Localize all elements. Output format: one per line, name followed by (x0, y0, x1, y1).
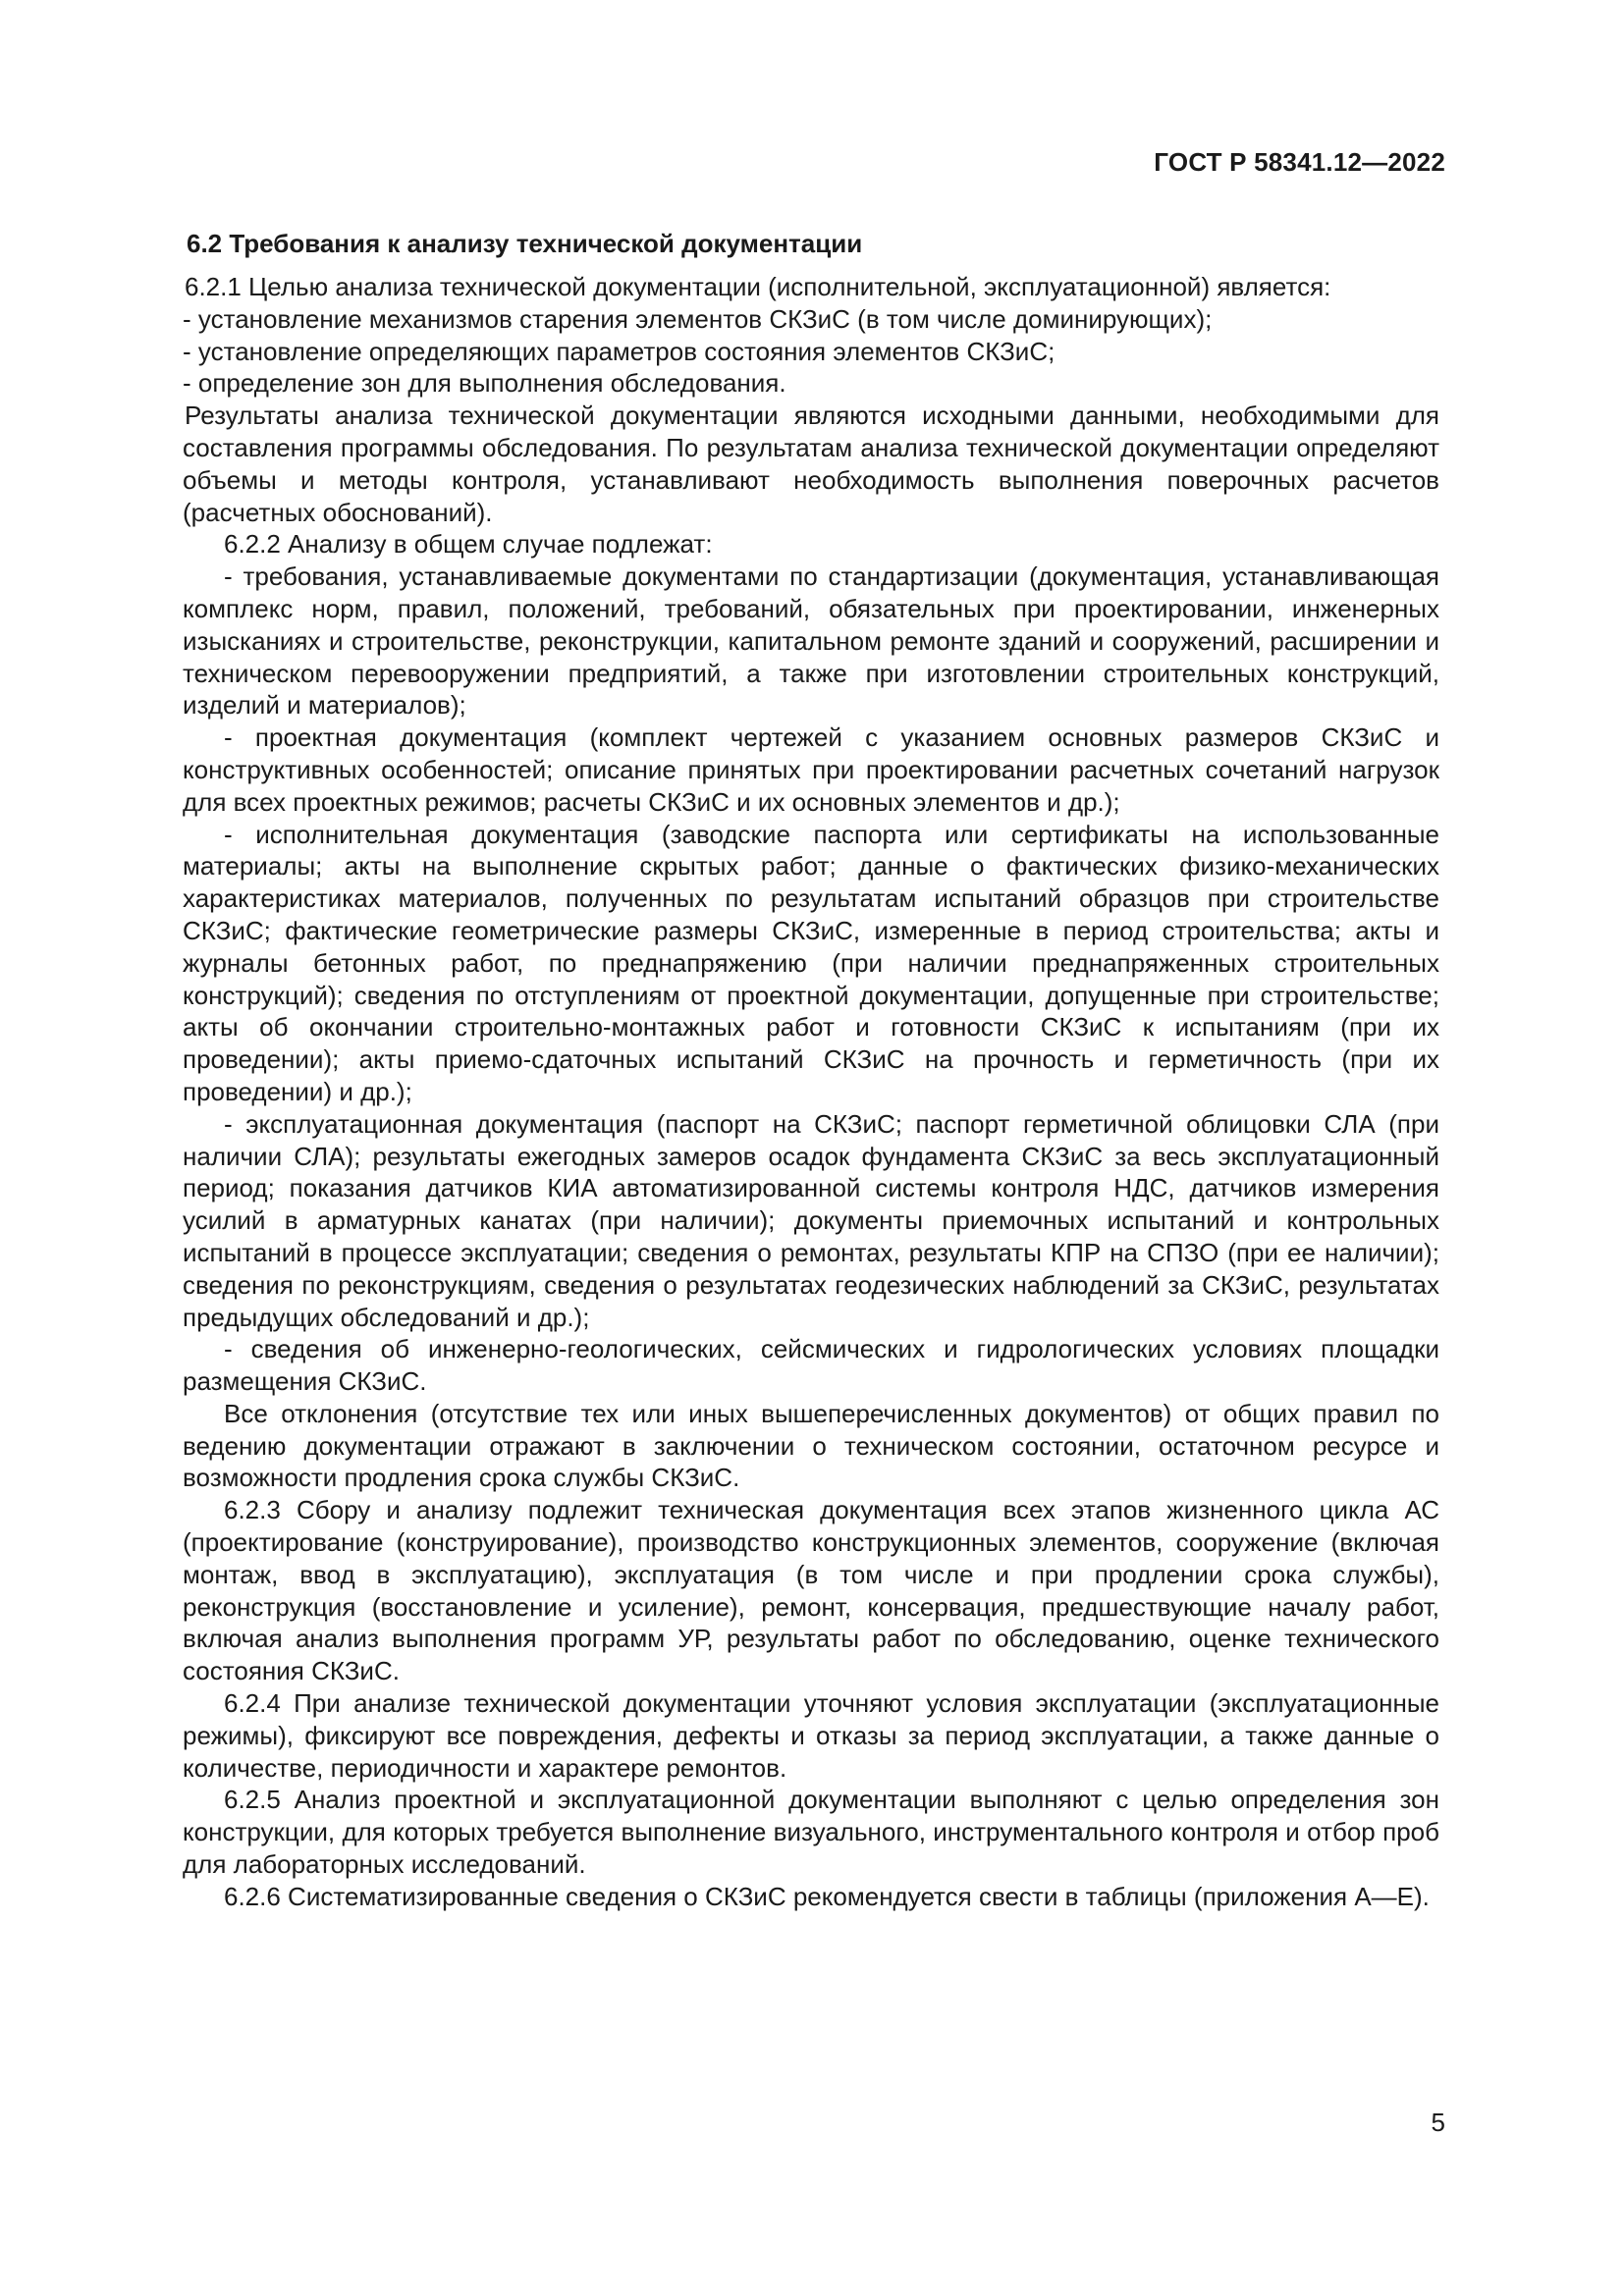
document-code: ГОСТ Р 58341.12—2022 (1154, 147, 1445, 177)
list-item: - требования, устанавливаемые документами по стандартизации (документация, устанавливающая комплекс норм, правил, положений, требований, обязательных при проектировании, инженерных изысканиях и строительстве, реконструкции, капитальном ремонте зданий и сооружений, расширении и техническом перевооружении предприятий, а также при изготовлении строительных конструкций, изделий и материалов); (183, 561, 1439, 721)
list-item: - установление механизмов старения элементов СКЗиС (в том числе доминирующих); (183, 303, 1213, 334)
paragraph: Все отклонения (отсутствие тех или иных вышеперечисленных документов) от общих правил по ведению документации отражают в заключении о техническом состоянии, остаточном ресурсе и возможности продления срока службы СКЗиС. (183, 1398, 1439, 1493)
list-item: - эксплуатационная документация (паспорт на СКЗиС; паспорт герметичной облицовки СЛА (при наличии СЛА); результаты ежегодных замеров осадок фундамента СКЗиС за весь эксплуатационный период; показания датчиков КИА автоматизированной системы контроля НДС, датчиков измерения усилий в арматурных канатах (при наличии); документы приемочных испытаний и контрольных испытаний в процессе эксплуатации; сведения о ремонтах, результаты КПР на СПЗО (при ее наличии); сведения по реконструкциям, сведения о результатах геодезических наблюдений за СКЗиС, результатах предыдущих обследований и др.); (183, 1108, 1439, 1332)
paragraph-6-2-4: 6.2.4 При анализе технической документации уточняют условия эксплуатации (эксплуатационные режимы), фиксируют все повреждения, дефекты и отказы за период эксплуатации, а также данные о количестве, периодичности и характере ремонтов. (183, 1688, 1439, 1783)
paragraph-6-2-1: 6.2.1 Целью анализа технической документации (исполнительной, эксплуатационной) является: (185, 272, 1331, 301)
list-item: - определение зон для выполнения обследования. (183, 368, 786, 399)
page-number: 5 (1431, 2108, 1445, 2137)
paragraph-6-2-5: 6.2.5 Анализ проектной и эксплуатационной документации выполняют с целью определения зон конструкции, для которых требуется выполнение визуального, инструментального контроля и отбор проб для лабораторных исследований. (183, 1785, 1439, 1880)
paragraph-6-2-3: 6.2.3 Сбору и анализу подлежит техническая документация всех этапов жизненного цикла АС (проектирование (конструирование), производство конструкционных элементов, сооружение (включая монтаж, ввод в эксплуатацию), эксплуатация (в том числе и при продлении срока службы), реконструкция (восстановление и усиление), ремонт, консервация, предшествующие началу работ, включая анализ выполнения программ УР, результаты работ по обследованию, оценке технического состояния СКЗиС. (183, 1495, 1439, 1686)
list-item: - установление определяющих параметров состояния элементов СКЗиС; (183, 336, 1056, 366)
paragraph: Результаты анализа технической документации являются исходными данными, необходимыми для составления программы обследования. По результатам анализа технической документации определяют объемы и методы контроля, устанавливают необходимость выполнения поверочных расчетов (расчетных обоснований). (183, 400, 1439, 527)
paragraph-6-2-2: 6.2.2 Анализу в общем случае подлежат: (224, 529, 713, 560)
section-title: 6.2 Требования к анализу технической документации (187, 229, 863, 258)
list-item: - сведения об инженерно-геологических, сейсмических и гидрологических условиях площадки размещения СКЗиС. (183, 1334, 1439, 1397)
document-body (183, 228, 1439, 1913)
list-item: - исполнительная документация (заводские паспорта или сертификаты на использованные материалы; акты на выполнение скрытых работ; данные о фактических физико-механических характеристиках материалов, полученных по результатам испытаний образцов при строительстве СКЗиС; фактические геометрические размеры СКЗиС, измеренные в период строительства; акты и журналы бетонных работ, по преднапряжению (при наличии преднапряженных строительных конструкций); сведения по отступлениям от проектной документации, допущенные при строительстве; акты об окончании строительно-монтажных работ и готовности СКЗиС к испытаниям (при их проведении); акты приемо-сдаточных испытаний СКЗиС на прочность и герметичность (при их проведении) и др.); (183, 819, 1439, 1106)
list-item: - проектная документация (комплект чертежей с указанием основных размеров СКЗиС и конструктивных особенностей; описание принятых при проектировании расчетных сочетаний нагрузок для всех проектных режимов; расчеты СКЗиС и их основных элементов и др.); (183, 722, 1439, 817)
paragraph-6-2-6: 6.2.6 Систематизированные сведения о СКЗиС рекомендуется свести в таблицы (приложения А—Е). (224, 1881, 1430, 1911)
